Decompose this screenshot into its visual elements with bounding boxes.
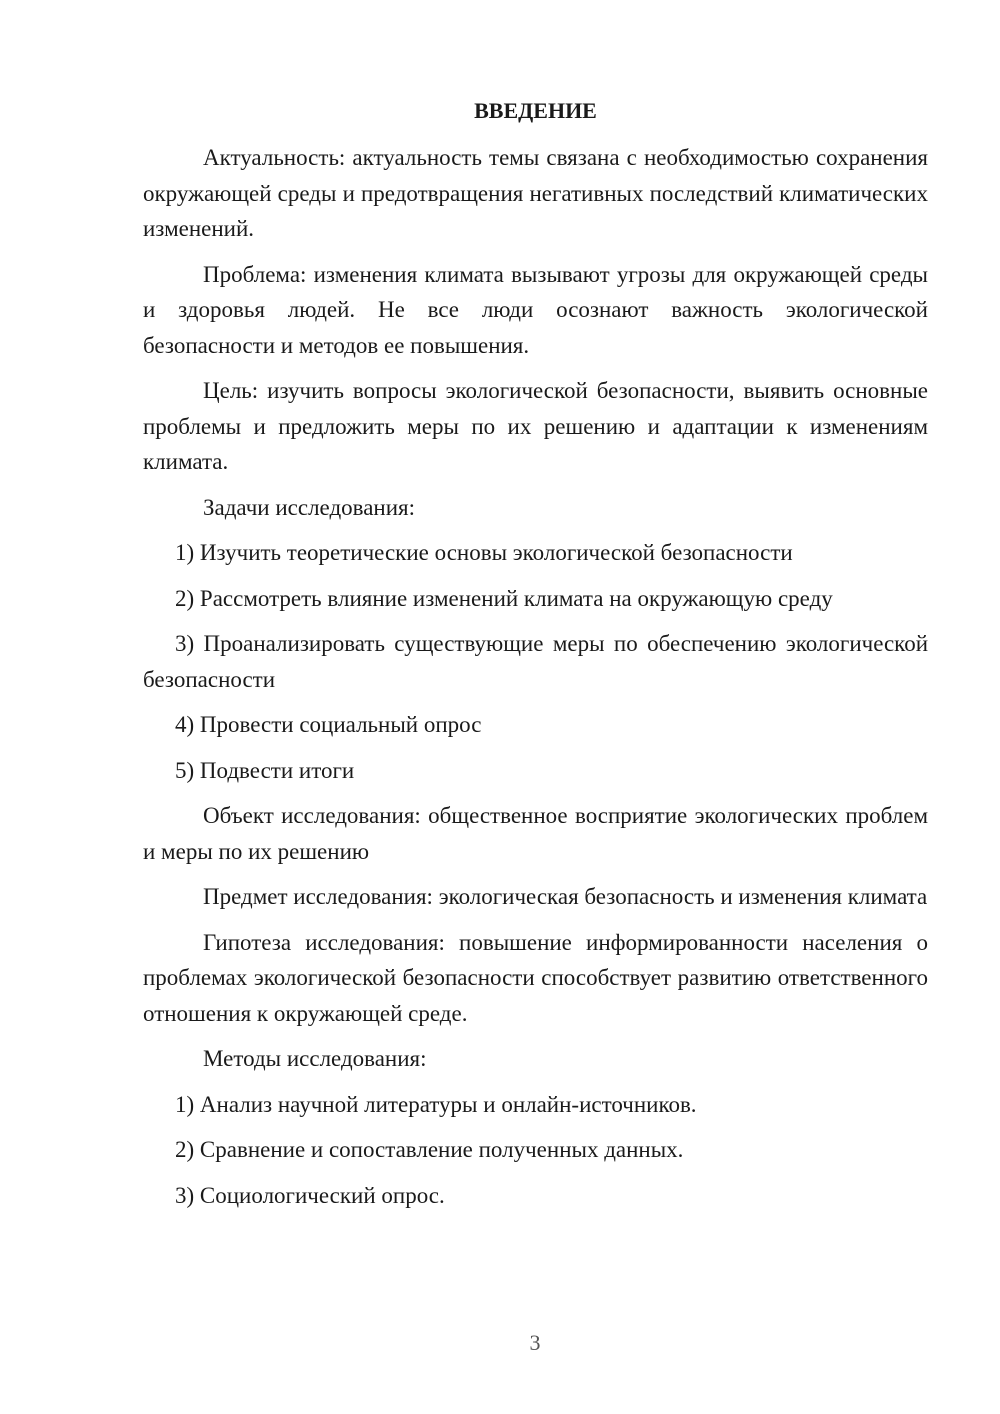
hypothesis-paragraph: Гипотеза исследования: повышение информированности населения о проблемах экологической безопасности способствует развитию ответственного отношения к окружающей среде. xyxy=(143,929,928,1026)
task-item: 3) Проанализировать существующие меры по обеспечению экологической безопасности xyxy=(143,631,928,692)
method-item: 3) Социологический опрос. xyxy=(175,1182,445,1208)
task-item: 4) Провести социальный опрос xyxy=(175,712,482,737)
goal-paragraph: Цель: изучить вопросы экологической безопасности, выявить основные проблемы и предложить меры по их решению и адаптации к изменениям климата. xyxy=(143,378,928,474)
methods-heading: Методы исследования: xyxy=(203,1046,427,1071)
task-item: 1) Изучить теоретические основы экологической безопасности xyxy=(175,540,793,565)
task-item: 5) Подвести итоги xyxy=(175,757,355,783)
page-number: 3 xyxy=(529,1330,541,1355)
task-item: 2) Рассмотреть влияние изменений климата на окружающую среду xyxy=(175,585,833,611)
problem-paragraph: Проблема: изменения климата вызывают угрозы для окружающей среды и здоровья людей. Не все люди осознают важность экологической безопасности и методов ее повышения. xyxy=(143,261,928,358)
page-content xyxy=(143,93,928,1223)
subject-paragraph: Предмет исследования: экологическая безопасность и изменения климата xyxy=(203,884,928,909)
method-item: 2) Сравнение и сопоставление полученных данных. xyxy=(175,1137,684,1162)
method-item: 1) Анализ научной литературы и онлайн-источников. xyxy=(175,1091,697,1117)
tasks-heading: Задачи исследования: xyxy=(203,494,416,520)
object-paragraph: Объект исследования: общественное восприятие экологических проблем и меры по их решению xyxy=(143,803,928,864)
relevance-paragraph: Актуальность: актуальность темы связана с необходимостью сохранения окружающей среды и предотвращения негативных последствий климатических изменений. xyxy=(143,145,928,241)
page-title: ВВЕДЕНИЕ xyxy=(474,98,597,123)
